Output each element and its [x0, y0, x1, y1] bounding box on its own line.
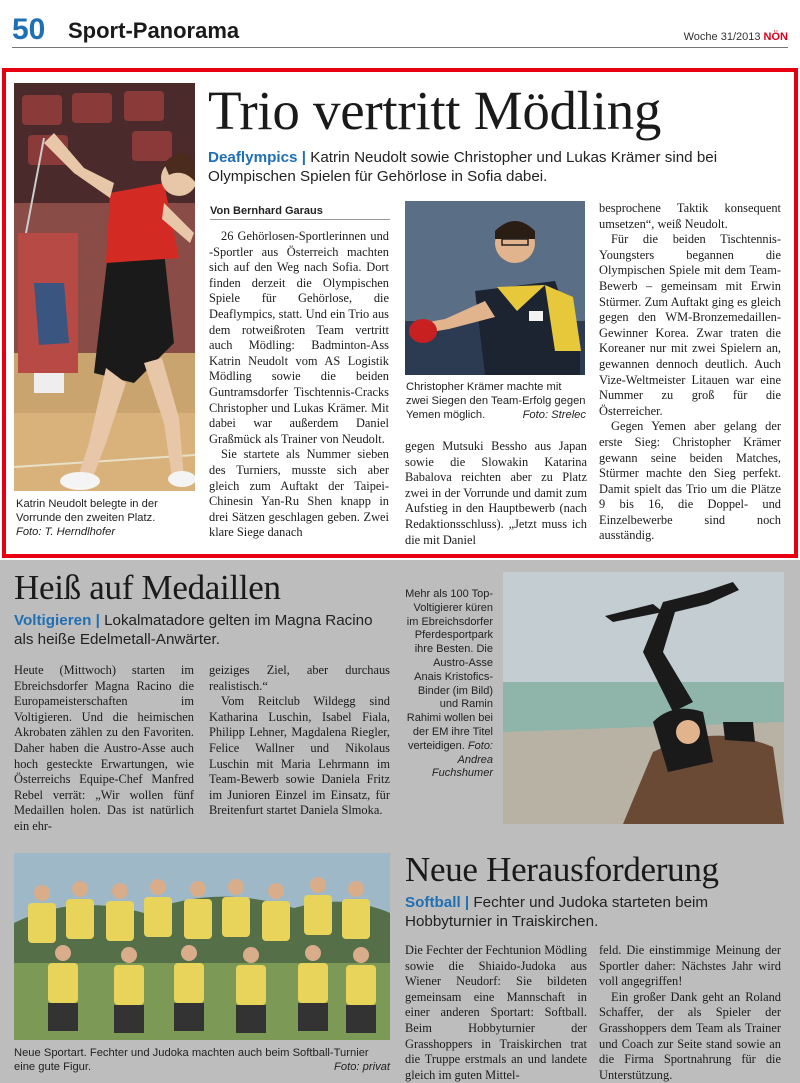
- brand-logo: NÖN: [763, 31, 788, 43]
- header-rule: [12, 47, 788, 48]
- deck-softball: Softball | Fechter und Judoka starteten beim Hobbyturnier in Traiskirchen.: [405, 894, 709, 930]
- a1-col2-para1: gegen Mutsuki Bessho aus Japan sowie die Slowakin Katarina Babalova reichten aber zu Platz zwei in der Vorrunde und damit zum Aufstieg in den Hauptbewerb (nach Redaktionsschluss). „Jetzt muss ich die mit Daniel: [405, 439, 587, 547]
- headline-trio: Trio vertritt Mödling: [208, 80, 662, 141]
- a1-col2: [405, 439, 587, 548]
- deck-voltigieren: Voltigieren | Lokalmatadore gelten im Magna Racino als heiße Edelmetall-Anwärter.: [14, 612, 373, 648]
- softball-caption: [14, 1046, 390, 1074]
- a2-col2-para2: Vom Reitclub Wildegg sind Katharina Luschin, Isabel Fiala, Philipp Lehner, Magdalena Riegler, Felice Wallner und Nikolaus Luschin mit Maria Lehrmann im Team-Bewerb sowie Daniela Fritz im Junioren Einzel im Einsatz, für Breitenfurt startet Daniela Slmoka.: [209, 694, 390, 818]
- a3-col2-para2: Ein großer Dank geht an Roland Schaffer, der als Spieler der Grasshoppers dem Team als Trainer und Coach zur Seite stand sowie an die Firma Sportnahrung für die Unterstützung.: [599, 989, 781, 1082]
- kicker-voltigieren: Voltigieren: [14, 612, 92, 629]
- byline-rule: [210, 219, 390, 220]
- vaulting-credit: Foto: Andrea Fuchshumer: [431, 739, 493, 780]
- a1-col1-para1: 26 Gehörlosen-Sportlerinnen und -Sportler aus Österreich machten sich auf den Weg nach Sofia. Dort finden derzeit die Olympischen Spiele für Gehörlose, die Deaflympics, statt. Und ein Trio aus dem rotweißroten Team vertritt auch Mödling: Badminton-Ass Katrin Neudolt vom AS Logistik Mödling sowie die beiden Guntramsdorfer Tischtennis-Cracks Christopher und Lukas Krämer. Mit dabei war außerdem Daniel Graßmück als Trainer von Neudolt.: [209, 229, 389, 446]
- photo2-caption: [406, 380, 586, 422]
- deck-deaflympics: Deaflympics | Katrin Neudolt sowie Christopher und Lukas Krämer sind bei Olympischen Spielen für Gehörlose in Sofia dabei.: [208, 149, 718, 185]
- issue-label: [684, 31, 788, 43]
- a2-col1-para1: Heute (Mittwoch) starten im Ebreichsdorfer Magna Racino die Europameisterschaften im Voltigieren. Und die heimischen Akrobaten zählen zu den Favoriten. Daher haben die Austro-Asse auch hoch gesteckte Erwartungen, wie Österreichs Equipe-Chef Manfred Rebel verrät: „Wir wollen fünf Medaillen holen. Das ist natürlich ein ehr-: [14, 663, 194, 833]
- a1-col1-para2: Sie startete als Nummer sieben des Turniers, musste sich aber gleich zum Auftakt der Taipei-Chinesin Yan-Ru Shen knapp in drei Sätzen geschlagen geben. Zwei klare Siege danach: [209, 447, 389, 540]
- a1-col3-para2: Für die beiden Tischtennis-Youngsters begannen die Olympischen Spiele mit dem Team-Bewerb – gemeinsam mit Erwin Stürmer. Zum Auftakt ging es gleich gegen den WM-Bronzemedaillen-Gewinner Korea. Zwar traten die Koreaner nur mit zwei Spielern an, gewannen dennoch deutlich. Auch Vize-Weltmeister Litauen war eine Nummer zu groß für die Österreicher.: [599, 232, 781, 418]
- headline-herausforderung: Neue Herausforderung: [405, 850, 719, 889]
- softball-caption-text: Neue Sportart. Fechter und Judoka machten auch beim Softball-Turnier eine gute Figur.: [14, 1047, 369, 1073]
- softball-credit: Foto: privat: [334, 1061, 390, 1073]
- deck-text: Fechter und Judoka starteten beim Hobbyturnier in Traiskirchen.: [405, 894, 709, 930]
- photo1-caption-text: Katrin Neudolt belegte in der Vorrunde den zweiten Platz.: [16, 498, 158, 524]
- a1-col3-para1: besprochene Taktik konsequent umsetzen“, weiß Neudolt.: [599, 201, 781, 231]
- a1-col3: [599, 201, 781, 544]
- page-number: 50: [12, 13, 46, 46]
- a3-col2-para1: feld. Die einstimmige Meinung der Sportler daher: Nächstes Jahr wird voll angegriffen!: [599, 943, 781, 989]
- vaulting-photo: [503, 572, 784, 824]
- a3-col1-para1: Die Fechter der Fechtunion Mödling sowie die Shiaido-Judoka aus Wiener Neudorf: Sie bildeten gemeinsam eine Mannschaft in einer anderen Sportart: Softball. Beim Hobbyturnier der Grasshoppers in Traiskirchen trat die Truppe erstmals an und landete gleich im guten Mittel-: [405, 943, 587, 1082]
- a2-col2: [209, 663, 390, 819]
- issue-week: Woche 31/2013: [683, 31, 761, 43]
- a2-col2-para1: geiziges Ziel, aber durchaus realistisch.“: [209, 663, 390, 693]
- a1-col1: [209, 229, 389, 541]
- a2-col1: [14, 663, 194, 835]
- badminton-photo: [14, 83, 195, 491]
- a3-col1: [405, 943, 587, 1083]
- deck-text: Lokalmatadore gelten im Magna Racino als heiße Edelmetall-Anwärter.: [14, 612, 373, 648]
- vaulting-caption: [405, 588, 493, 781]
- table-tennis-photo: [405, 201, 585, 375]
- kicker-softball: Softball: [405, 894, 461, 911]
- softball-team-photo: [14, 853, 390, 1040]
- photo2-credit: Foto: Strelec: [522, 409, 586, 421]
- photo1-caption: [16, 497, 194, 539]
- deck-text: Katrin Neudolt sowie Christopher und Lukas Krämer sind bei Olympischen Spielen für Gehörlose in Sofia dabei.: [208, 149, 718, 185]
- byline: Von Bernhard Garaus: [210, 205, 323, 217]
- photo2-caption-text: Christopher Krämer machte mit zwei Siegen den Team-Erfolg gegen Yemen möglich.: [406, 381, 586, 421]
- vaulting-caption-text: Mehr als 100 Top-Voltigierer küren im Ebreichsdorfer Pferdesportpark ihre Besten. Die Austro-Asse Anais Kristofics-Binder (im Bild) und Ramin Rahimi wollen bei der EM ihre Titel verteidigen.: [405, 588, 493, 752]
- a1-col3-para3: Gegen Yemen aber gelang der erste Sieg: Christopher Krämer gewann seine beiden Matches, Stürmer machte den Sieg perfekt. Damit spielt das Trio um die Plätze 9 bis 16, die Doppel- und Einzelbewerbe sind noch ausständig.: [599, 419, 781, 543]
- a3-col2: [599, 943, 781, 1083]
- photo1-credit: Foto: T. Herndlhofer: [16, 526, 116, 538]
- headline-medaillen: Heiß auf Medaillen: [14, 568, 281, 607]
- kicker-deaflympics: Deaflympics: [208, 149, 298, 166]
- section-title: Sport-Panorama: [68, 18, 240, 43]
